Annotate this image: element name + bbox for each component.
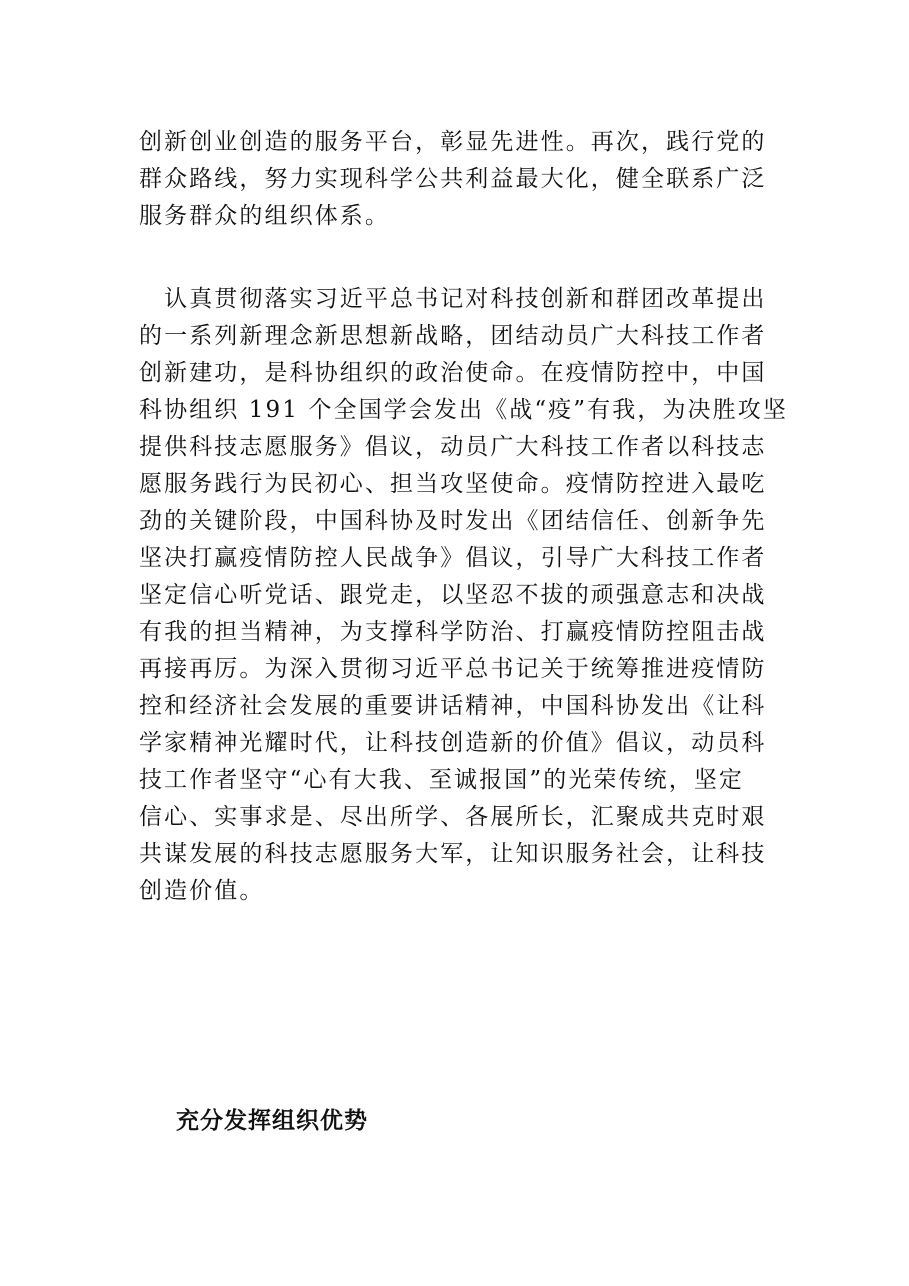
paragraph-line: 科协组织 191 个全国学会发出《战“疫”有我，为决胜攻坚: [139, 397, 788, 423]
paragraph-line: 有我的担当精神，为支撑科学防治、打赢疫情防控阻击战: [139, 619, 767, 645]
paragraph-1: [139, 124, 779, 235]
paragraph-line: 创新创业创造的服务平台，彰显先进性。再次，践行党的: [139, 129, 767, 155]
paragraph-line: 创造价值。: [139, 878, 265, 904]
paragraph-line: 控和经济社会发展的重要讲话精神，中国科协发出《让科: [139, 693, 767, 719]
paragraph-line: 坚决打赢疫情防控人民战争》倡议，引导广大科技工作者: [139, 545, 767, 571]
paragraph-line: 共谋发展的科技志愿服务大军，让知识服务社会，让科技: [139, 841, 767, 867]
paragraph-line: 技工作者坚守“心有大我、至诚报国”的光荣传统，坚定: [139, 767, 745, 793]
paragraph-line: 群众路线，努力实现科学公共利益最大化，健全联系广泛: [139, 166, 767, 192]
paragraph-line: 创新建功，是科协组织的政治使命。在疫情防控中，中国: [139, 360, 767, 386]
paragraph-line: 劲的关键阶段，中国科协及时发出《团结信任、创新争先: [139, 508, 767, 534]
paragraph-line: 学家精神光耀时代，让科技创造新的价值》倡议，动员科: [139, 730, 767, 756]
paragraph-line: 愿服务践行为民初心、担当攻坚使命。疫情防控进入最吃: [139, 471, 767, 497]
paragraph-line: 再接再厉。为深入贯彻习近平总书记关于统筹推进疫情防: [139, 656, 767, 682]
paragraph-line: 信心、实事求是、尽出所学、各展所长，汇聚成共克时艰: [139, 804, 767, 830]
paragraph-line: 的一系列新理念新思想新战略，团结动员广大科技工作者: [139, 323, 767, 349]
paragraph-line: 认真贯彻落实习近平总书记对科技创新和群团改革提出: [139, 286, 767, 312]
paragraph-line: 坚定信心听党话、跟党走，以坚忍不拔的顽强意志和决战: [139, 582, 767, 608]
paragraph-2: [139, 281, 788, 910]
section-heading: 充分发挥组织优势: [176, 1108, 368, 1134]
paragraph-line: 服务群众的组织体系。: [139, 203, 390, 229]
paragraph-line: 提供科技志愿服务》倡议，动员广大科技工作者以科技志: [139, 434, 767, 460]
